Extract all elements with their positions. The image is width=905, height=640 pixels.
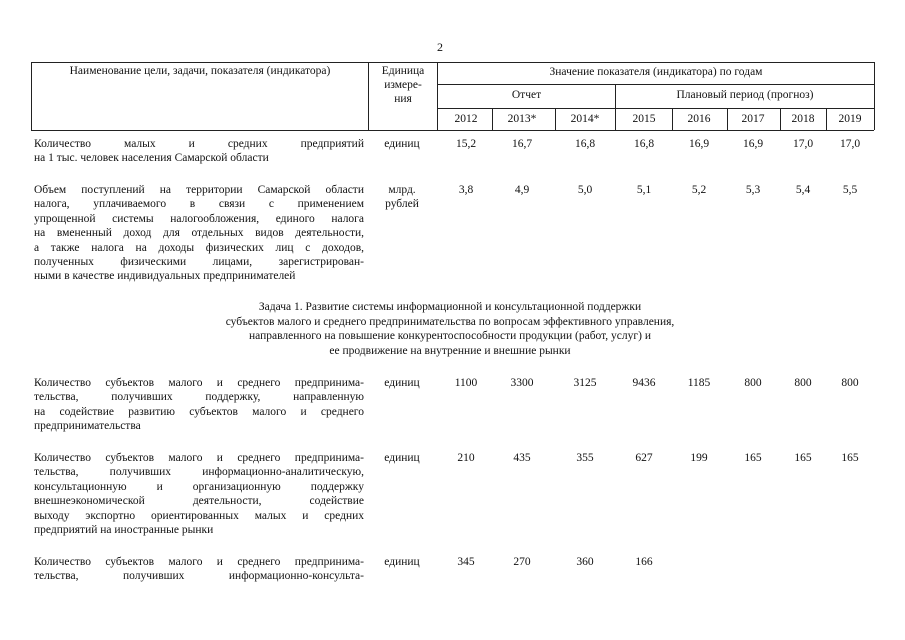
row-value: 270 — [513, 556, 531, 568]
year-header: 2019 — [838, 113, 862, 125]
year-header: 2015 — [632, 113, 656, 125]
row-label-line: полученных физическими лицами, зарегистрирован- — [34, 256, 364, 269]
row-value: 1100 — [454, 377, 478, 389]
row-label-line: предприятий на иностранные рынки — [34, 524, 214, 537]
row-unit-line: рублей — [385, 198, 419, 210]
row-unit — [372, 183, 432, 211]
row-label-line: тельства, получивших информационно-консульта- — [34, 570, 364, 583]
year-header: 2018 — [791, 113, 815, 125]
row-value: 9436 — [632, 377, 656, 389]
row-label — [34, 451, 364, 537]
row-label-line: внешнеэкономической деятельности, содействие — [34, 495, 364, 508]
row-value: 3,8 — [458, 184, 474, 196]
row-label-line: упрощенной системы налогообложения, единого налога — [34, 212, 364, 225]
row-value: 16,9 — [688, 138, 710, 150]
year-header: 2016 — [687, 113, 711, 125]
row-label-line: на вмененный доход для отдельных видов деятельности, — [34, 227, 364, 240]
col-header-plan: Плановый период (прогноз) — [676, 89, 814, 101]
row-value: 16,7 — [511, 138, 533, 150]
row-value: 5,2 — [691, 184, 707, 196]
row-unit-line: млрд. — [388, 184, 416, 196]
task-heading — [150, 300, 750, 358]
year-header: 2012 — [454, 113, 478, 125]
col-header-values: Значение показателя (индикатора) по годам — [549, 66, 763, 78]
row-unit: единиц — [384, 377, 420, 389]
row-label-line: выходу экспортно ориентированных малых и средних — [34, 509, 364, 522]
page-number: 2 — [437, 40, 443, 54]
task-heading-line: ее продвижение на внутренние и внешние рынки — [329, 344, 571, 357]
col-header-unit-1: Единица — [381, 65, 425, 77]
row-value: 165 — [744, 452, 762, 464]
row-label — [34, 137, 364, 166]
row-value: 4,9 — [514, 184, 530, 196]
row-value: 3125 — [573, 377, 597, 389]
task-heading-line: Задача 1. Развитие системы информационной и консультационной поддержки — [258, 301, 642, 313]
row-label-line: а также налога на доходы физических лиц с доходов, — [34, 241, 364, 254]
row-value: 360 — [576, 556, 594, 568]
row-label-line: предпринимательства — [34, 420, 141, 433]
row-value: 5,3 — [745, 184, 761, 196]
col-header-unit-3: ния — [394, 93, 412, 105]
row-label-line: Количество субъектов малого и среднего предпринима- — [34, 556, 364, 568]
row-label-line: на 1 тыс. человек населения Самарской области — [34, 152, 269, 165]
row-label-line: налога, уплачиваемого в связи с применением — [34, 198, 364, 211]
row-value: 5,0 — [577, 184, 593, 196]
row-value: 3300 — [510, 377, 534, 389]
row-value: 210 — [457, 452, 475, 464]
row-value: 15,2 — [455, 138, 477, 150]
row-label-line: Количество малых и средних предприятий — [34, 138, 364, 150]
col-header-unit-2: измере- — [384, 79, 422, 91]
row-unit: единиц — [384, 452, 420, 464]
row-value: 800 — [794, 377, 812, 389]
col-header-report: Отчет — [511, 89, 542, 101]
row-value: 199 — [690, 452, 708, 464]
row-value: 5,1 — [636, 184, 652, 196]
task-heading-line: субъектов малого и среднего предпринимательства по вопросам эффективного управления, — [225, 315, 675, 328]
row-value: 17,0 — [792, 138, 814, 150]
row-label — [34, 376, 364, 434]
row-unit: единиц — [384, 138, 420, 150]
row-label-line: тельства, получивших информационно-аналитическую, — [34, 466, 364, 479]
row-value: 16,9 — [742, 138, 764, 150]
year-header: 2013* — [507, 113, 537, 125]
row-unit: единиц — [384, 556, 420, 568]
row-value: 800 — [841, 377, 859, 389]
row-label-line: Количество субъектов малого и среднего предпринима- — [34, 452, 364, 464]
row-value: 166 — [635, 556, 653, 568]
row-value: 1185 — [687, 377, 711, 389]
row-value: 16,8 — [633, 138, 655, 150]
row-value: 5,5 — [842, 184, 858, 196]
row-value: 5,4 — [795, 184, 811, 196]
task-heading-line: направленного на повышение конкурентоспособности продукции (работ, услуг) и — [249, 330, 651, 342]
col-header-name: Наименование цели, задачи, показателя (индикатора) — [69, 65, 331, 77]
year-header: 2017 — [741, 113, 765, 125]
row-label-line: Объем поступлений на территории Самарской области — [34, 184, 364, 196]
row-value: 165 — [841, 452, 859, 464]
row-value: 165 — [794, 452, 812, 464]
row-label-line: ными в качестве индивидуальных предпринимателей — [34, 270, 296, 283]
row-label-line: тельства, получивших поддержку, направленную — [34, 391, 364, 404]
row-label — [34, 555, 364, 584]
row-value: 345 — [457, 556, 475, 568]
row-value: 16,8 — [574, 138, 596, 150]
row-label-line: на содействие развитию субъектов малого и среднего — [34, 405, 364, 418]
row-value: 17,0 — [839, 138, 861, 150]
row-label-line: Количество субъектов малого и среднего предпринима- — [34, 377, 364, 389]
row-value: 355 — [576, 452, 594, 464]
row-value: 800 — [744, 377, 762, 389]
row-label — [34, 183, 364, 284]
year-header: 2014* — [570, 113, 600, 125]
row-value: 627 — [635, 452, 653, 464]
row-value: 435 — [513, 452, 531, 464]
row-label-line: консультационную и организационную поддержку — [34, 480, 364, 493]
